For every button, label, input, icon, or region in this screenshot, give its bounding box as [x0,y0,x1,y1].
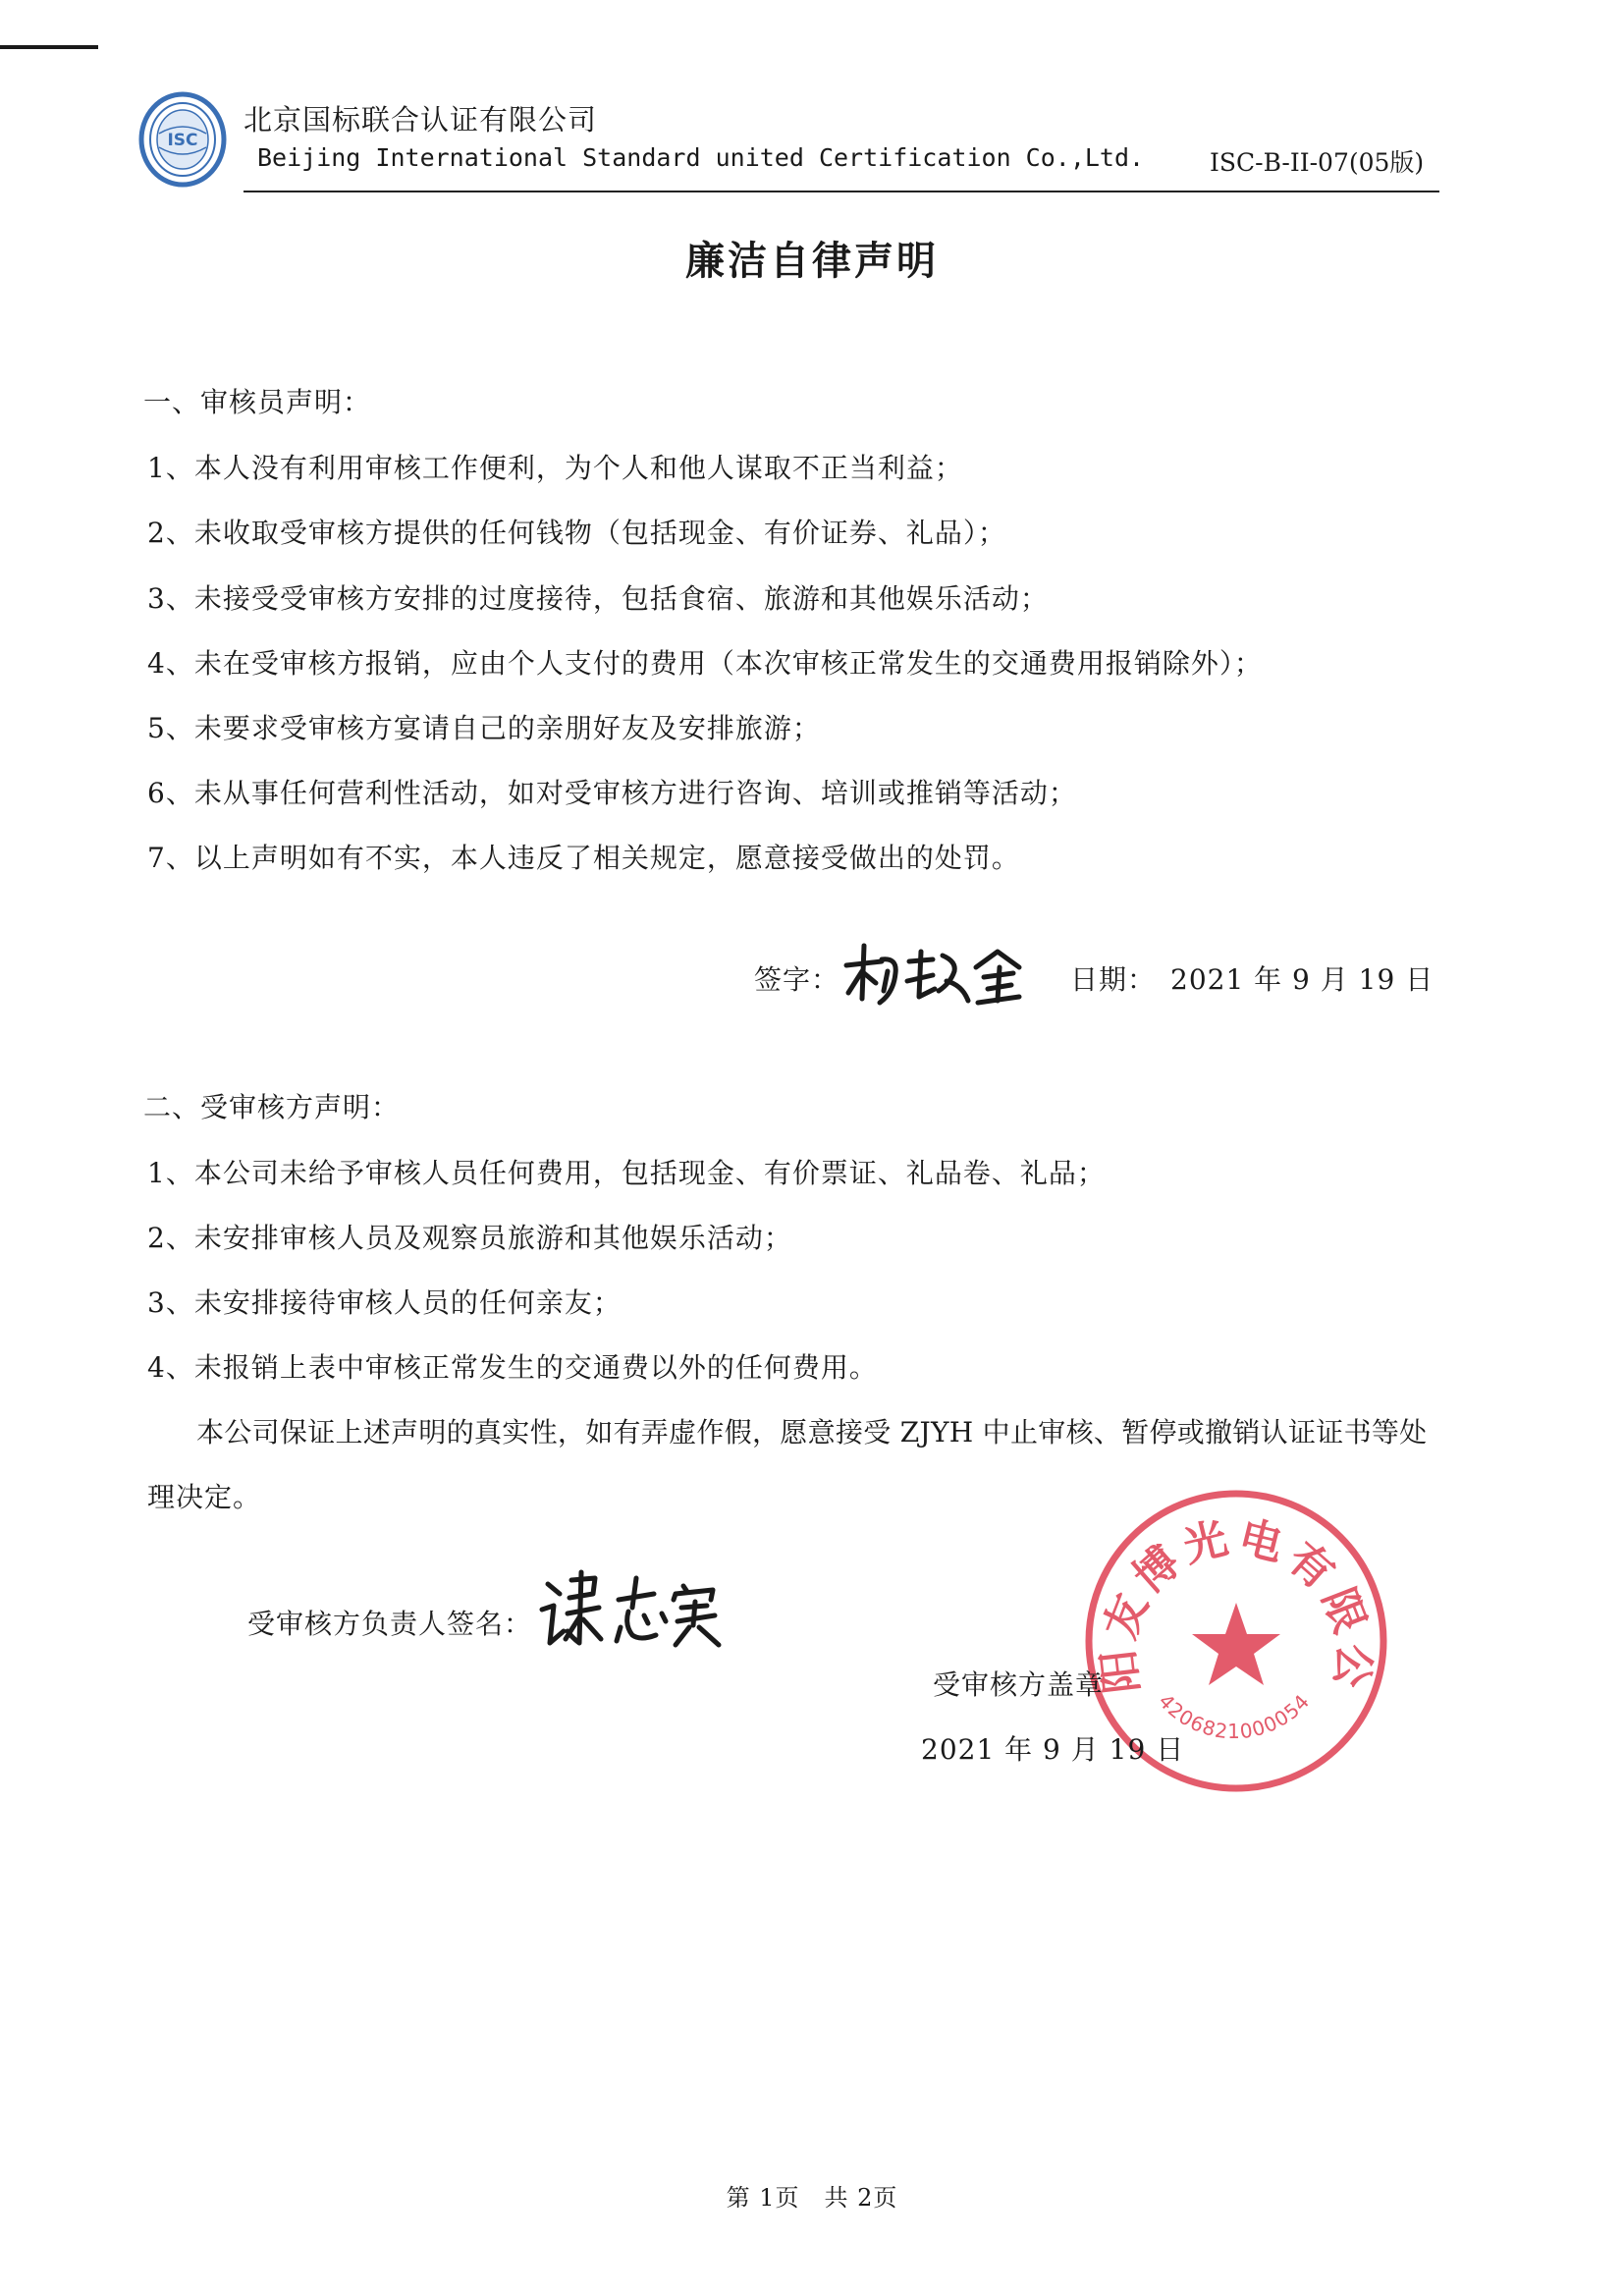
auditor-date-label: 日期： [1070,963,1157,996]
auditor-heading: 一、审核员声明： [143,386,372,418]
auditor-item: 5、未要求受审核方宴请自己的亲朋好友及安排旅游； [147,712,821,744]
auditee-item: 1、本公司未给予审核人员任何费用，包括现金、有价票证、礼品卷、礼品； [147,1157,1106,1189]
auditor-item: 2、未收取受审核方提供的任何钱物（包括现金、有价证券、礼品）； [147,517,1006,549]
auditee-signature [538,1566,754,1657]
auditee-item: 2、未安排审核人员及观察员旅游和其他娱乐活动； [147,1222,792,1254]
document-code: ISC-B-II-07(05版) [1210,148,1425,177]
auditor-item: 6、未从事任何营利性活动，如对受审核方进行咨询、培训或推销等活动； [147,777,1077,809]
company-name-en: Beijing International Standard united Certification Co.,Ltd. [257,143,1145,172]
auditor-signature [840,938,1027,1016]
guarantee-text: 本公司保证上述声明的真实性，如有弄虚作假，愿意接受 ZJYH 中止审核、暂停或撤销认证证书等处 [196,1416,1428,1449]
logo-text: ISC [167,131,198,150]
auditor-date: 2021 年 9 月 19 日 [1170,963,1435,996]
page-title: 廉洁自律声明 [685,239,939,284]
guarantee-text-cont: 理决定。 [147,1481,262,1513]
auditor-item: 4、未在受审核方报销，应由个人支付的费用（本次审核正常发生的交通费用报销除外）； [147,647,1263,680]
auditor-sign-label: 签字： [754,963,840,996]
auditor-item: 7、以上声明如有不实，本人违反了相关规定，愿意接受做出的处罚。 [147,842,1020,874]
isc-logo [137,90,228,189]
auditee-date: 2021 年 9 月 19 日 [921,1733,1185,1766]
svg-text:4206821000054: 4206821000054 [1154,1689,1315,1744]
auditee-item: 4、未报销上表中审核正常发生的交通费以外的任何费用。 [147,1351,878,1384]
auditee-item: 3、未安排接待审核人员的任何亲友； [147,1286,622,1319]
auditee-stamp-label: 受审核方盖章 [933,1668,1105,1701]
svg-text:襄阳友博光电有限公司: 阳友博光电有限公 [1093,1511,1380,1696]
company-name-cn: 北京国标联合认证有限公司 [244,103,598,137]
auditee-signer-label: 受审核方负责人签名： [247,1608,533,1640]
auditor-item: 3、未接受受审核方安排的过度接待，包括食宿、旅游和其他娱乐活动； [147,582,1049,615]
header-divider [244,191,1439,192]
auditee-heading: 二、受审核方声明： [143,1091,401,1123]
scan-edge-mark [0,45,98,49]
auditor-item: 1、本人没有利用审核工作便利，为个人和他人谋取不正当利益； [147,452,963,484]
page-number: 第 1页 共 2页 [726,2184,898,2212]
